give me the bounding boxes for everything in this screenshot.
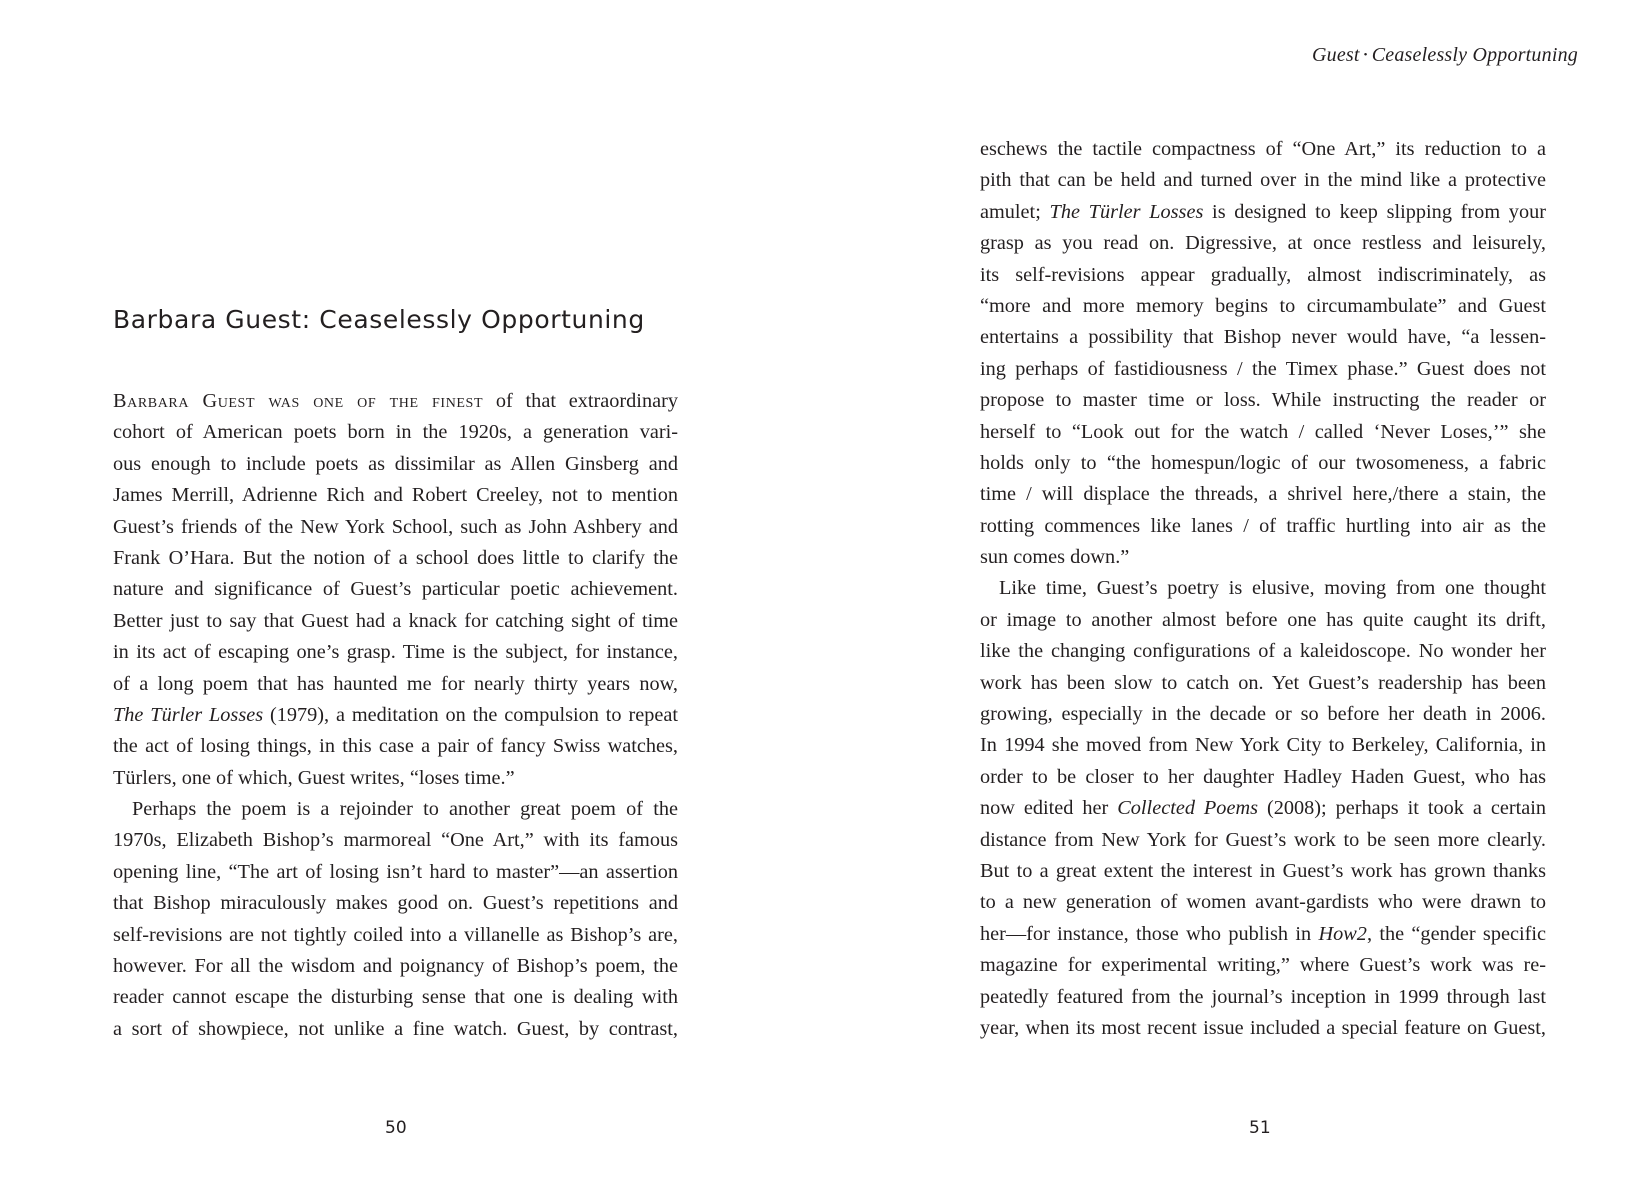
text-line: Guest’s friends of the New York School, such as John Ashbery and [113, 515, 678, 538]
book-title: Collected Poems [1117, 797, 1258, 820]
text-line: work has been slow to catch on. Yet Guest’s readership has been [980, 671, 1546, 694]
text-line: order to be closer to her daughter Hadley Haden Guest, who has [980, 765, 1546, 788]
right-body-text [980, 134, 1546, 1044]
text-line: cohort of American poets born in the 1920s, a generation vari- [113, 421, 678, 444]
running-head [1312, 44, 1578, 67]
left-body-text [113, 386, 678, 1045]
text-line: now edited her Collected Poems (2008); perhaps it took a certain [980, 797, 1547, 820]
running-head-author: Guest [1312, 44, 1360, 66]
paragraph-start: Like time, Guest’s poetry is elusive, moving from one thought [999, 577, 1546, 600]
text-line: growing, especially in the decade or so before her death in 2006. [980, 703, 1546, 726]
text-line: Barbara Guest was one of the finest of that extraordinary [113, 390, 678, 412]
running-head-title: Ceaselessly Opportuning [1371, 44, 1578, 66]
text-line: In 1994 she moved from New York City to Berkeley, California, in [980, 734, 1546, 757]
text-line: however. For all the wisdom and poignancy of Bishop’s poem, the [113, 955, 678, 978]
small-caps-lead-in: Barbara Guest was one of the finest [113, 390, 484, 412]
text-line: sun comes down.” [980, 546, 1130, 569]
text-line: to a new generation of women avant-gardists who were drawn to [980, 891, 1546, 914]
text-line: of a long poem that has haunted me for nearly thirty years now, [113, 672, 678, 695]
text-line: nature and significance of Guest’s particular poetic achievement. [113, 578, 678, 601]
text-line: year, when its most recent issue included a special feature on Guest, [980, 1016, 1546, 1039]
text-line: distance from New York for Guest’s work to be seen more clearly. [980, 828, 1546, 851]
text-line: entertains a possibility that Bishop never would have, “a lessen- [980, 326, 1546, 349]
text-line: peatedly featured from the journal’s inception in 1999 through last [980, 985, 1546, 1008]
text-line: propose to master time or loss. While instructing the reader or [980, 389, 1546, 412]
text-line: in its act of escaping one’s grasp. Time is the subject, for instance, [113, 641, 678, 664]
text-line: like the changing configurations of a kaleidoscope. No wonder her [980, 640, 1546, 663]
text-line: ing perhaps of fastidiousness / the Timex phase.” Guest does not [980, 357, 1546, 380]
text-line: herself to “Look out for the watch / called ‘Never Loses,’” she [980, 420, 1546, 443]
text-line: amulet; The Türler Losses is designed to keep slipping from your [980, 200, 1546, 223]
text-line: its self-revisions appear gradually, almost indiscriminately, as [980, 263, 1546, 286]
text-line: opening line, “The art of losing isn’t hard to master”—an assertion [113, 860, 678, 883]
book-title: The Türler Losses [113, 703, 264, 726]
text-line: that Bishop miraculously makes good on. Guest’s repetitions and [113, 892, 678, 915]
paragraph-start: Perhaps the poem is a rejoinder to another great poem of the [132, 798, 678, 821]
chapter-title: Barbara Guest: Ceaselessly Opportuning [113, 304, 645, 334]
text-line: But to a great extent the interest in Guest’s work has grown thanks [980, 859, 1546, 882]
text-line: holds only to “the homespun/logic of our twosomeness, a fabric [980, 451, 1546, 474]
text-line: or image to another almost before one has quite caught its drift, [980, 608, 1546, 631]
text-line: reader cannot escape the disturbing sense that one is dealing with [113, 986, 678, 1009]
page-number: 51 [1249, 1118, 1271, 1138]
text-line: ous enough to include poets as dissimilar as Allen Ginsberg and [113, 452, 678, 475]
text-line: grasp as you read on. Digressive, at once restless and leisurely, [980, 232, 1546, 255]
text-line: The Türler Losses (1979), a meditation on the compulsion to repeat [113, 703, 678, 726]
text-line: eschews the tactile compactness of “One Art,” its reduction to a [980, 138, 1546, 160]
page-number: 50 [385, 1118, 407, 1138]
text-line: magazine for experimental writing,” where Guest’s work was re- [980, 954, 1546, 977]
text-line: Türlers, one of which, Guest writes, “loses time.” [113, 766, 515, 789]
text-line: pith that can be held and turned over in the mind like a protective [980, 169, 1546, 192]
text-line: Better just to say that Guest had a knack for catching sight of time [113, 609, 678, 632]
text-line: “more and more memory begins to circumambulate” and Guest [980, 294, 1546, 317]
right-page [825, 0, 1650, 1200]
text-line: her—for instance, those who publish in How2, the “gender specific [980, 922, 1546, 945]
text-line: self-revisions are not tightly coiled into a villanelle as Bishop’s are, [113, 923, 678, 946]
text-line: rotting commences like lanes / of traffic hurtling into air as the [980, 514, 1546, 537]
text-line: the act of losing things, in this case a pair of fancy Swiss watches, [113, 735, 678, 758]
text-line: Frank O’Hara. But the notion of a school does little to clarify the [113, 546, 678, 569]
text-line: 1970s, Elizabeth Bishop’s marmoreal “One Art,” with its famous [113, 829, 678, 852]
bullet-separator-icon: • [1363, 49, 1368, 61]
magazine-title: How2 [1318, 922, 1367, 945]
text-line: time / will displace the threads, a shrivel here,/there a stain, the [980, 483, 1546, 506]
text-line: a sort of showpiece, not unlike a fine watch. Guest, by contrast, [113, 1017, 678, 1040]
book-title: The Türler Losses [1049, 200, 1204, 223]
text-line: James Merrill, Adrienne Rich and Robert Creeley, not to mention [113, 484, 678, 507]
